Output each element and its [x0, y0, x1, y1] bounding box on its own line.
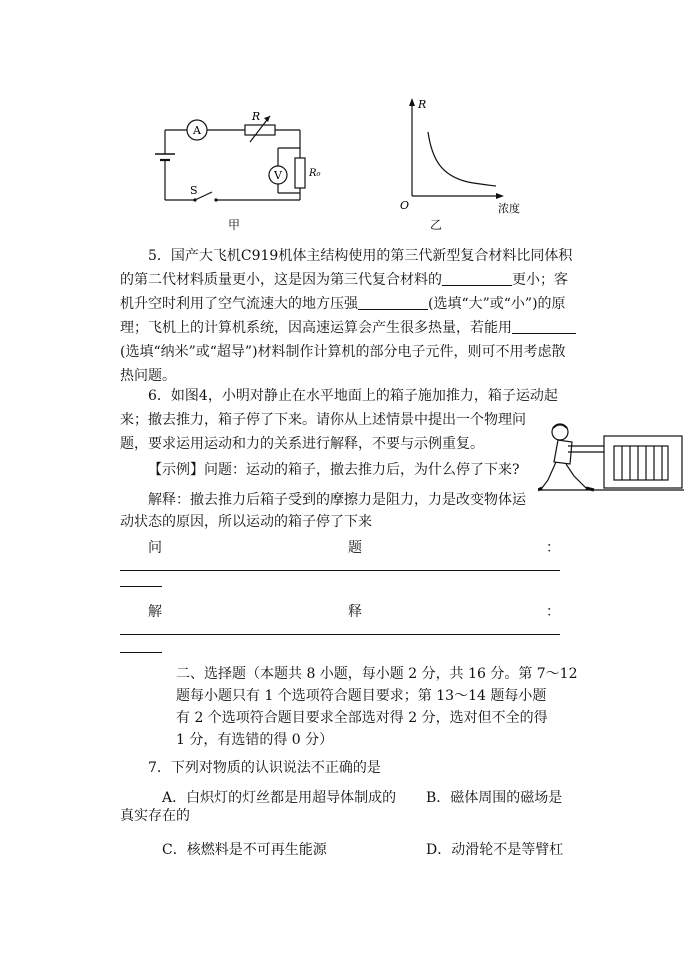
- q6-line-1: 6．如图4，小明对静止在水平地面上的箱子施加推力，箱子运动起: [148, 388, 558, 404]
- rheostat-label: R: [251, 110, 261, 123]
- q7-option-d[interactable]: D．动滑轮不是等臂杠: [426, 842, 564, 858]
- answer-explain-colon: ：: [546, 604, 560, 620]
- origin-label: O: [400, 199, 410, 212]
- answer-question-char-1: 问: [148, 540, 162, 556]
- q5-line-2-text: 的第二代材料质量更小，这是因为第三代复合材料的: [120, 272, 442, 288]
- q5-blank-3[interactable]: [512, 319, 576, 334]
- q7-option-c[interactable]: C．核燃料是不可再生能源: [162, 842, 327, 858]
- section2-line-2: 题每小题只有 1 个选项符合题目要求；第 13～14 题每小题: [176, 688, 547, 704]
- q5-line-2-tail: 更小；客: [512, 272, 568, 288]
- x-axis-label: 浓度: [498, 202, 520, 215]
- q5-line-2: [120, 270, 568, 290]
- answer-question-char-2: 题: [348, 540, 362, 556]
- ammeter-label: A: [193, 124, 201, 137]
- q7-option-b[interactable]: B．磁体周围的磁场是: [426, 790, 563, 806]
- switch-label: S: [190, 184, 198, 197]
- q5-line-3: [120, 294, 566, 314]
- voltmeter-label: V: [274, 169, 282, 182]
- answer-explain-line[interactable]: [120, 634, 560, 635]
- fixed-resistor-label: R₀: [309, 168, 321, 179]
- boy-pushing-box-illustration: [538, 418, 684, 494]
- y-axis-label: R: [418, 98, 427, 111]
- answer-explain-char-1: 解: [148, 604, 162, 620]
- circuit-diagram: [150, 108, 330, 206]
- q5-line-3-text: 机升空时利用了空气流速大的地方压强: [120, 296, 358, 312]
- q5-line-4: [120, 318, 576, 338]
- q6-line-3: 题，要求运用运动和力的关系进行解释，不要与示例重复。: [120, 436, 484, 452]
- q6-line-2: 来；撤去推力，箱子停了下来。请你从上述情景中提出一个物理问: [120, 412, 526, 428]
- q5-line-6: 热问题。: [120, 368, 176, 384]
- answer-explain-char-2: 释: [348, 604, 362, 620]
- q7-option-a[interactable]: A．白炽灯的灯丝都是用超导体制成的: [162, 790, 397, 806]
- section2-line-3: 有 2 个选项符合题目要求全部选对得 2 分，选对但不全的得: [176, 710, 548, 726]
- q5-line-1: 5．国产大飞机C919机体主结构使用的第三代新型复合材料比同体积: [148, 248, 573, 264]
- q7-stem: 7．下列对物质的认识说法不正确的是: [148, 760, 381, 776]
- answer-question-colon: ：: [546, 540, 560, 556]
- section2-line-4: 1 分，有选错的得 0 分）: [176, 732, 334, 748]
- q5-blank-2[interactable]: [358, 295, 428, 310]
- graph-caption: 乙: [430, 218, 443, 232]
- q5-blank-1[interactable]: [442, 271, 512, 286]
- q5-line-3-tail: (选填“大”或“小”)的原: [428, 296, 566, 312]
- answer-explain-line-short[interactable]: [120, 652, 162, 653]
- circuit-caption: 甲: [228, 218, 241, 232]
- q6-example: 【示例】问题：运动的箱子，撤去推力后，为什么停了下来?: [148, 462, 520, 478]
- section2-line-1: 二、选择题（本题共 8 小题，每小题 2 分，共 16 分。第 7～12: [176, 666, 578, 682]
- q7-option-b-cont: 真实存在的: [120, 808, 190, 824]
- answer-question-line-short[interactable]: [120, 586, 162, 587]
- q5-line-4-text: 理；飞机上的计算机系统，因高速运算会产生很多热量，若能用: [120, 320, 512, 336]
- q5-line-5: (选填“纳米”或“超导”)材料制作计算机的部分电子元件，则可不用考虑散: [120, 344, 566, 360]
- answer-question-line[interactable]: [120, 570, 560, 571]
- q6-explain-1: 解释：撤去推力后箱子受到的摩擦力是阻力，力是改变物体运: [148, 492, 526, 508]
- resistance-concentration-graph: [398, 94, 536, 222]
- q6-explain-2: 动状态的原因，所以运动的箱子停了下来: [120, 514, 372, 530]
